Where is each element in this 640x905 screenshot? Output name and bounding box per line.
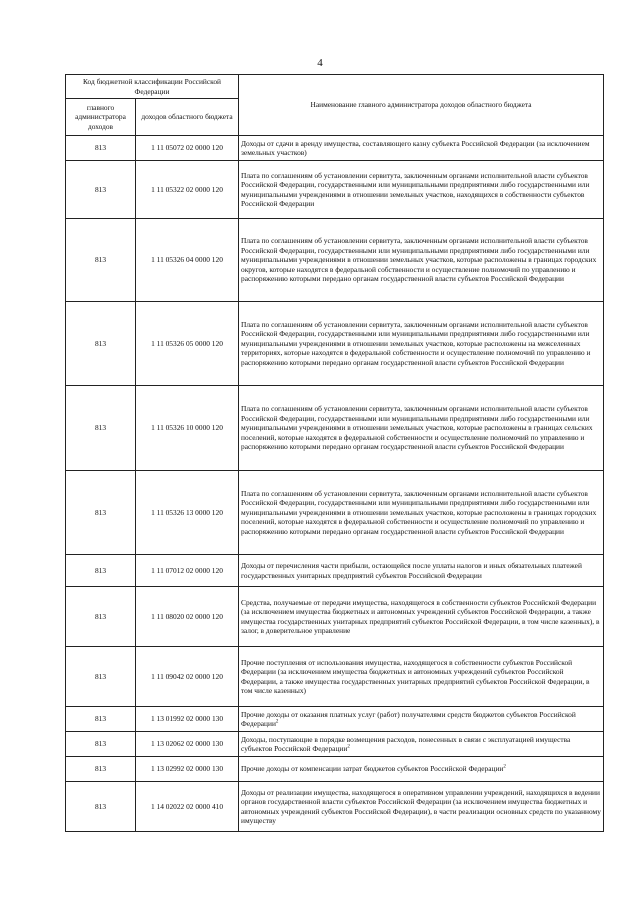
page-number: 4 (317, 57, 323, 69)
footnote-marker: 2 (503, 764, 506, 770)
table-row (66, 647, 604, 707)
admin-code-cell: 813 (66, 732, 136, 757)
income-name-text: Плата по соглашениям об установлении сервитута, заключенным органами исполнительной власти субъектов Российской Федерации, государственными или муниципальными предприятиями либо государственными или муниципальными учреждениями в отношении земельных участков, которые расположены в границах сельских поселений, которые находятся в федеральной собственности и осуществление полномочий по управлению и распоряжению которыми передано органам государственной власти субъектов Российской Федерации (241, 404, 593, 452)
income-code-cell: 1 14 02022 02 0000 410 (136, 782, 239, 832)
income-code-cell: 1 11 05326 13 0000 120 (136, 471, 239, 555)
income-name-cell (239, 161, 604, 219)
admin-code-cell: 813 (66, 757, 136, 782)
admin-code-cell: 813 (66, 302, 136, 386)
income-name-text: Прочие поступления от использования имущества, находящегося в собственности субъектов Российской Федерации (за исключением имущества бюджетных и автономных учреждений субъектов Российской Федерации, а также имущества государственных унитарных предприятий субъектов Российской Федерации, в том числе казенных) (241, 657, 590, 695)
table-row (66, 386, 604, 471)
admin-code-cell: 813 (66, 555, 136, 587)
income-code-cell: 1 13 02992 02 0000 130 (136, 757, 239, 782)
admin-code-cell: 813 (66, 386, 136, 471)
income-name-text: Плата по соглашениям об установлении сервитута, заключенным органами исполнительной власти субъектов Российской Федерации, государственными или муниципальными предприятиями либо государственными или муниципальными учреждениями в отношении земельных участков, которые расположены в границах городских поселений, которые находятся в федеральной собственности и осуществление полномочий по управлению и распоряжению которыми передано органам государственной власти субъектов Российской Федерации (241, 488, 597, 536)
income-name-cell (239, 219, 604, 302)
table-row (66, 707, 604, 732)
admin-code-cell: 813 (66, 219, 136, 302)
income-code-cell: 1 11 05326 04 0000 120 (136, 219, 239, 302)
table-row (66, 732, 604, 757)
income-name-cell (239, 707, 604, 732)
table-row (66, 471, 604, 555)
income-name-text: Доходы, поступающие в порядке возмещения расходов, понесенных в связи с эксплуатацией имущества субъектов Российской Федерации (241, 734, 571, 753)
admin-code-cell: 813 (66, 587, 136, 647)
income-name-cell (239, 471, 604, 555)
table-row (66, 782, 604, 832)
admin-code-cell: 813 (66, 471, 136, 555)
admin-code-cell: 813 (66, 782, 136, 832)
table-row (66, 757, 604, 782)
income-name-text: Доходы от сдачи в аренду имущества, составляющего казну субъекта Российской Федерации (за исключением земельных участков) (241, 138, 590, 157)
table-row (66, 136, 604, 161)
administrator-name-header: Наименование главного администратора доходов областного бюджета (239, 75, 604, 136)
income-name-cell (239, 732, 604, 757)
footnote-marker: 2 (347, 744, 350, 750)
chief-administrator-header: главного администратора доходов (66, 99, 136, 136)
table-row (66, 219, 604, 302)
income-name-text: Плата по соглашениям об установлении сервитута, заключенным органами исполнительной власти субъектов Российской Федерации, государственными или муниципальными предприятиями либо государственными или муниципальными учреждениями в отношении земельных участков, которые расположены на межселенных территориях, которые находятся в федеральной собственности и осуществление полномочий по управлению и распоряжению которыми передано органам государственной власти субъектов Российской Федерации (241, 319, 591, 367)
admin-code-cell: 813 (66, 136, 136, 161)
income-name-cell (239, 302, 604, 386)
income-code-cell: 1 11 05322 02 0000 120 (136, 161, 239, 219)
income-name-cell (239, 782, 604, 832)
table-row (66, 587, 604, 647)
regional-income-header: доходов областного бюджета (136, 99, 239, 136)
income-name-cell (239, 386, 604, 471)
income-code-cell: 1 11 09042 02 0000 120 (136, 647, 239, 707)
income-name-cell (239, 587, 604, 647)
income-name-text: Прочие доходы от оказания платных услуг (работ) получателями средств бюджетов субъектов Российской Федерации (241, 709, 576, 728)
income-code-cell: 1 11 05072 02 0000 120 (136, 136, 239, 161)
income-code-cell: 1 11 05326 05 0000 120 (136, 302, 239, 386)
income-name-text: Доходы от перечисления части прибыли, остающейся после уплаты налогов и иных обязательных платежей государственных унитарных предприятий субъектов Российской Федерации (241, 561, 582, 580)
income-code-cell: 1 11 08020 02 0000 120 (136, 587, 239, 647)
income-name-cell (239, 555, 604, 587)
income-name-cell (239, 757, 604, 782)
income-name-cell (239, 136, 604, 161)
revenue-administrators-table (65, 74, 604, 832)
income-code-cell: 1 13 02062 02 0000 130 (136, 732, 239, 757)
income-name-text: Прочие доходы от компенсации затрат бюджетов субъектов Российской Федерации (241, 764, 504, 774)
income-code-cell: 1 11 07012 02 0000 120 (136, 555, 239, 587)
income-name-text: Плата по соглашениям об установлении сервитута, заключенным органами исполнительной власти субъектов Российской Федерации, государственными или муниципальными предприятиями либо государственными или муниципальными учреждениями в отношении земельных участков, которые расположены в границах городских округов, которые находятся в федеральной собственности и осуществление полномочий по управлению и распоряжению которыми передано органам государственной власти субъектов Российской Федерации (241, 236, 597, 284)
income-name-text: Доходы от реализации имущества, находящегося в оперативном управлении учреждений, находящихся в ведении органов государственной власти субъектов Российской Федерации (за исключением имущества бюджетных и автономных учреждений субъектов Российской Федерации), в части реализации основных средств по указанному имуществу (241, 787, 601, 825)
income-name-cell (239, 647, 604, 707)
budget-classification-code-header: Код бюджетной классификации Российской Федерации (66, 75, 239, 99)
income-code-cell: 1 13 01992 02 0000 130 (136, 707, 239, 732)
table-row (66, 161, 604, 219)
header-row-top (66, 75, 604, 99)
table-row (66, 302, 604, 386)
footnote-marker: 2 (275, 719, 279, 725)
income-name-text: Плата по соглашениям об установлении сервитута, заключенным органами исполнительной власти субъектов Российской Федерации, государственными или муниципальными предприятиями либо государственными или муниципальными учреждениями в отношении земельных участков, находящихся в собственности субъектов Российской Федерации (241, 170, 590, 208)
income-name-text: Средства, получаемые от передачи имущества, находящегося в собственности субъектов Российской Федерации (за исключением имущества бюджетных и автономных учреждений субъектов Российской Федерации, а также имущества государственных унитарных предприятий субъектов Российской Федерации, в том числе казенных), в залог, в доверительное управление (241, 597, 600, 635)
table-row (66, 555, 604, 587)
admin-code-cell: 813 (66, 647, 136, 707)
admin-code-cell: 813 (66, 707, 136, 732)
income-code-cell: 1 11 05326 10 0000 120 (136, 386, 239, 471)
admin-code-cell: 813 (66, 161, 136, 219)
